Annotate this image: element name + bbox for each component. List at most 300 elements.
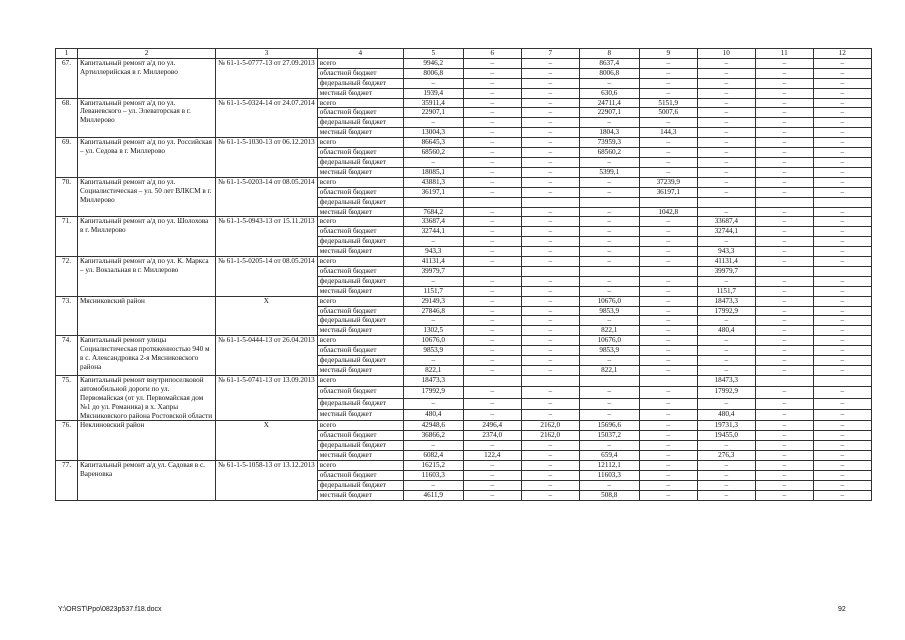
amount-cell: –	[813, 480, 871, 490]
budget-source: местный бюджет	[317, 366, 403, 376]
amount-cell: –	[813, 326, 871, 336]
amount-cell: –	[755, 237, 813, 247]
amount-cell: –	[579, 177, 639, 187]
amount-cell: –	[639, 470, 697, 480]
amount-cell: –	[755, 187, 813, 197]
amount-cell: –	[463, 118, 521, 128]
amount-cell: 276,3	[697, 451, 755, 461]
table-row	[56, 375, 872, 386]
amount-cell: –	[755, 336, 813, 346]
item-name: Капитальный ремонт улицы Социалистическая протяженностью 940 м в с. Александровка 2-я Мясниковского района	[78, 336, 216, 376]
budget-source: федеральный бюджет	[317, 316, 403, 326]
project-ref: № 61-1-5-0777-13 от 27.09.2013	[216, 58, 318, 98]
amount-cell: –	[403, 441, 463, 451]
amount-cell: –	[579, 441, 639, 451]
amount-cell: 35911,4	[403, 98, 463, 108]
amount-cell: –	[755, 128, 813, 138]
amount-cell: –	[697, 398, 755, 409]
budget-source: всего	[317, 98, 403, 108]
amount-cell: –	[697, 207, 755, 217]
amount-cell: 8006,8	[403, 68, 463, 78]
amount-cell: –	[521, 336, 579, 346]
amount-cell: –	[639, 336, 697, 346]
amount-cell: –	[463, 58, 521, 68]
amount-cell: –	[813, 296, 871, 306]
amount-cell: –	[579, 316, 639, 326]
amount-cell: 5007,6	[639, 108, 697, 118]
amount-cell: –	[463, 128, 521, 138]
amount-cell: –	[639, 316, 697, 326]
amount-cell: –	[755, 157, 813, 167]
amount-cell: 508,8	[579, 490, 639, 500]
table-row	[56, 217, 872, 227]
amount-cell: 1151,7	[697, 286, 755, 296]
budget-source: всего	[317, 217, 403, 227]
amount-cell: –	[521, 217, 579, 227]
amount-cell: –	[579, 207, 639, 217]
table-row	[56, 177, 872, 187]
amount-cell: –	[463, 470, 521, 480]
amount-cell: 27846,8	[403, 306, 463, 316]
amount-cell: 10676,0	[579, 336, 639, 346]
amount-cell: 122,4	[463, 451, 521, 461]
amount-cell: –	[697, 366, 755, 376]
amount-cell	[463, 266, 521, 276]
amount-cell: –	[521, 296, 579, 306]
amount-cell: 822,1	[579, 326, 639, 336]
amount-cell: –	[697, 68, 755, 78]
amount-cell: –	[755, 88, 813, 98]
amount-cell	[463, 197, 521, 207]
item-number: 69.	[56, 138, 78, 178]
column-header: 3	[216, 49, 318, 59]
amount-cell: 24711,4	[579, 98, 639, 108]
amount-cell: –	[521, 148, 579, 158]
amount-cell: –	[463, 157, 521, 167]
amount-cell: 480,4	[403, 410, 463, 421]
amount-cell: –	[463, 410, 521, 421]
item-name: Капитальный ремонт а/д по ул. Артиллерийская в г. Миллерово	[78, 58, 216, 98]
amount-cell: –	[463, 257, 521, 267]
amount-cell: –	[463, 480, 521, 490]
amount-cell: –	[521, 441, 579, 451]
amount-cell: –	[755, 58, 813, 68]
amount-cell: –	[463, 227, 521, 237]
budget-table	[55, 48, 872, 501]
amount-cell	[639, 266, 697, 276]
amount-cell: –	[403, 356, 463, 366]
amount-cell: –	[813, 237, 871, 247]
amount-cell	[579, 197, 639, 207]
header-row	[56, 49, 872, 59]
amount-cell: 19731,3	[697, 421, 755, 431]
amount-cell: 15696,6	[579, 421, 639, 431]
amount-cell	[639, 375, 697, 386]
column-header: 8	[579, 49, 639, 59]
item-name: Капитальный ремонт а/д по ул. Социалистическая – ул. 50 лет ВЛКСМ в г. Миллерово	[78, 177, 216, 217]
amount-cell	[521, 375, 579, 386]
amount-cell: –	[463, 217, 521, 227]
amount-cell: –	[463, 306, 521, 316]
amount-cell: 17992,9	[697, 387, 755, 398]
amount-cell: –	[639, 421, 697, 431]
project-ref: № 61-1-5-0324-14 от 24.07.2014	[216, 98, 318, 138]
amount-cell: 18473,3	[697, 375, 755, 386]
amount-cell: 4611,9	[403, 490, 463, 500]
budget-source: всего	[317, 257, 403, 267]
amount-cell: 5399,1	[579, 167, 639, 177]
amount-cell: –	[639, 431, 697, 441]
amount-cell: –	[521, 410, 579, 421]
amount-cell: –	[463, 356, 521, 366]
amount-cell: 11603,3	[403, 470, 463, 480]
amount-cell	[755, 375, 813, 386]
amount-cell: –	[521, 398, 579, 409]
item-number: 73.	[56, 296, 78, 336]
budget-source: областной бюджет	[317, 227, 403, 237]
amount-cell: –	[697, 237, 755, 247]
amount-cell: –	[463, 490, 521, 500]
budget-source: областной бюджет	[317, 387, 403, 398]
amount-cell: –	[697, 441, 755, 451]
amount-cell: 9946,2	[403, 58, 463, 68]
amount-cell: –	[813, 398, 871, 409]
column-header: 1	[56, 49, 78, 59]
amount-cell: –	[813, 346, 871, 356]
amount-cell: –	[755, 276, 813, 286]
amount-cell: 33687,4	[403, 217, 463, 227]
amount-cell: –	[755, 78, 813, 88]
amount-cell: –	[463, 316, 521, 326]
budget-source: местный бюджет	[317, 286, 403, 296]
amount-cell: 68560,2	[579, 148, 639, 158]
amount-cell: 659,4	[579, 451, 639, 461]
amount-cell: –	[639, 387, 697, 398]
project-ref: Х	[216, 296, 318, 336]
amount-cell: –	[639, 441, 697, 451]
column-header: 12	[813, 49, 871, 59]
amount-cell: –	[463, 148, 521, 158]
budget-source: местный бюджет	[317, 490, 403, 500]
column-header: 5	[403, 49, 463, 59]
amount-cell: –	[579, 187, 639, 197]
budget-source: федеральный бюджет	[317, 197, 403, 207]
amount-cell: –	[521, 237, 579, 247]
amount-cell: –	[463, 441, 521, 451]
budget-source: местный бюджет	[317, 247, 403, 257]
amount-cell: –	[521, 316, 579, 326]
amount-cell: –	[755, 306, 813, 316]
amount-cell: –	[755, 410, 813, 421]
amount-cell: –	[697, 148, 755, 158]
amount-cell: –	[697, 138, 755, 148]
amount-cell: –	[755, 98, 813, 108]
amount-cell: 480,4	[697, 410, 755, 421]
amount-cell: –	[463, 461, 521, 471]
column-header: 6	[463, 49, 521, 59]
budget-source: областной бюджет	[317, 470, 403, 480]
amount-cell: 29149,3	[403, 296, 463, 306]
amount-cell: –	[813, 247, 871, 257]
amount-cell: –	[639, 88, 697, 98]
amount-cell: –	[755, 167, 813, 177]
amount-cell: –	[521, 177, 579, 187]
amount-cell: 16215,2	[403, 461, 463, 471]
amount-cell: –	[813, 276, 871, 286]
amount-cell: –	[639, 366, 697, 376]
amount-cell: –	[463, 346, 521, 356]
budget-source: федеральный бюджет	[317, 118, 403, 128]
amount-cell: –	[521, 276, 579, 286]
amount-cell: –	[579, 480, 639, 490]
amount-cell: –	[755, 387, 813, 398]
amount-cell: –	[521, 286, 579, 296]
project-ref: № 61-1-5-1030-13 от 06.12.2013	[216, 138, 318, 178]
amount-cell: –	[813, 410, 871, 421]
table-row	[56, 421, 872, 431]
amount-cell: –	[521, 490, 579, 500]
amount-cell: –	[755, 441, 813, 451]
amount-cell: –	[755, 366, 813, 376]
amount-cell: 32744,1	[697, 227, 755, 237]
project-ref: № 61-1-5-0205-14 от 08.05.2014	[216, 257, 318, 297]
amount-cell: 12112,1	[579, 461, 639, 471]
amount-cell: –	[463, 336, 521, 346]
amount-cell: –	[755, 296, 813, 306]
amount-cell: –	[813, 207, 871, 217]
amount-cell: –	[813, 227, 871, 237]
budget-source: местный бюджет	[317, 207, 403, 217]
item-name: Неклиновский район	[78, 421, 216, 461]
budget-source: всего	[317, 177, 403, 187]
item-name: Капитальный ремонт а/д по ул. К. Маркса – ул. Вокзальная в г. Миллерово	[78, 257, 216, 297]
amount-cell: –	[639, 286, 697, 296]
amount-cell: –	[639, 118, 697, 128]
amount-cell: –	[639, 68, 697, 78]
amount-cell: –	[639, 410, 697, 421]
amount-cell: 8006,8	[579, 68, 639, 78]
amount-cell: –	[813, 187, 871, 197]
amount-cell: –	[463, 207, 521, 217]
amount-cell: –	[755, 68, 813, 78]
amount-cell	[639, 197, 697, 207]
column-header: 10	[697, 49, 755, 59]
amount-cell: –	[755, 177, 813, 187]
amount-cell: –	[639, 247, 697, 257]
budget-source: областной бюджет	[317, 306, 403, 316]
amount-cell: –	[755, 346, 813, 356]
budget-source: областной бюджет	[317, 108, 403, 118]
amount-cell	[755, 197, 813, 207]
amount-cell: –	[813, 78, 871, 88]
amount-cell: 13004,3	[403, 128, 463, 138]
amount-cell: 8637,4	[579, 58, 639, 68]
amount-cell: –	[813, 157, 871, 167]
amount-cell: –	[813, 336, 871, 346]
budget-source: всего	[317, 138, 403, 148]
amount-cell: –	[813, 441, 871, 451]
amount-cell: –	[521, 68, 579, 78]
column-header: 2	[78, 49, 216, 59]
amount-cell: –	[813, 108, 871, 118]
amount-cell: –	[521, 470, 579, 480]
amount-cell: –	[521, 366, 579, 376]
amount-cell: –	[403, 157, 463, 167]
table-row	[56, 98, 872, 108]
amount-cell: –	[521, 187, 579, 197]
table-row	[56, 296, 872, 306]
amount-cell: 22907,1	[403, 108, 463, 118]
amount-cell: –	[755, 356, 813, 366]
amount-cell: –	[521, 227, 579, 237]
amount-cell: 822,1	[579, 366, 639, 376]
amount-cell: 39979,7	[403, 266, 463, 276]
amount-cell: –	[813, 257, 871, 267]
amount-cell: –	[813, 138, 871, 148]
amount-cell: –	[521, 98, 579, 108]
amount-cell: –	[697, 480, 755, 490]
amount-cell	[463, 375, 521, 386]
amount-cell: 17992,9	[697, 306, 755, 316]
item-name: Капитальный ремонт а/д ул. Садовая в с. Вареновка	[78, 461, 216, 501]
amount-cell: –	[521, 356, 579, 366]
amount-cell	[813, 375, 871, 386]
amount-cell: –	[579, 157, 639, 167]
amount-cell: –	[579, 118, 639, 128]
amount-cell: 9853,9	[403, 346, 463, 356]
amount-cell: –	[697, 276, 755, 286]
budget-source: федеральный бюджет	[317, 276, 403, 286]
amount-cell: 9853,9	[579, 306, 639, 316]
amount-cell: –	[639, 398, 697, 409]
amount-cell: –	[521, 157, 579, 167]
project-ref: № 61-1-5-0741-13 от 13.09.2013	[216, 375, 318, 421]
amount-cell: 86645,3	[403, 138, 463, 148]
budget-source: местный бюджет	[317, 451, 403, 461]
amount-cell: –	[639, 490, 697, 500]
amount-cell: –	[697, 88, 755, 98]
amount-cell: –	[813, 461, 871, 471]
amount-cell: –	[697, 78, 755, 88]
column-header: 4	[317, 49, 403, 59]
amount-cell: 18473,3	[403, 375, 463, 386]
item-name: Капитальный ремонт а/д по ул. Российская – ул. Седова в г. Миллерово	[78, 138, 216, 178]
amount-cell: –	[639, 326, 697, 336]
amount-cell: –	[639, 227, 697, 237]
amount-cell: –	[813, 88, 871, 98]
amount-cell: –	[813, 470, 871, 480]
amount-cell: 19455,0	[697, 431, 755, 441]
amount-cell: –	[639, 138, 697, 148]
amount-cell: –	[521, 461, 579, 471]
budget-source: всего	[317, 375, 403, 386]
amount-cell	[813, 197, 871, 207]
amount-cell: 822,1	[403, 366, 463, 376]
amount-cell: –	[463, 387, 521, 398]
amount-cell: –	[579, 257, 639, 267]
amount-cell: –	[755, 480, 813, 490]
amount-cell: –	[463, 98, 521, 108]
amount-cell: –	[463, 68, 521, 78]
amount-cell: –	[697, 461, 755, 471]
amount-cell: –	[403, 276, 463, 286]
amount-cell: –	[521, 346, 579, 356]
amount-cell: –	[463, 187, 521, 197]
amount-cell: 943,3	[403, 247, 463, 257]
amount-cell: –	[813, 306, 871, 316]
amount-cell: –	[639, 451, 697, 461]
amount-cell: –	[755, 247, 813, 257]
amount-cell: –	[521, 207, 579, 217]
amount-cell: –	[755, 217, 813, 227]
budget-source: местный бюджет	[317, 128, 403, 138]
amount-cell: 36197,1	[403, 187, 463, 197]
amount-cell: –	[463, 88, 521, 98]
amount-cell: –	[639, 257, 697, 267]
amount-cell: –	[579, 387, 639, 398]
amount-cell: –	[403, 237, 463, 247]
budget-source: всего	[317, 296, 403, 306]
amount-cell: 10676,0	[403, 336, 463, 346]
budget-source: федеральный бюджет	[317, 356, 403, 366]
amount-cell: 33687,4	[697, 217, 755, 227]
amount-cell: –	[639, 306, 697, 316]
project-ref: № 61-1-5-0444-13 от 26.04.2013	[216, 336, 318, 376]
amount-cell: –	[521, 108, 579, 118]
amount-cell: –	[579, 356, 639, 366]
amount-cell: –	[755, 227, 813, 237]
column-header: 11	[755, 49, 813, 59]
amount-cell: 68560,2	[403, 148, 463, 158]
amount-cell: 43881,3	[403, 177, 463, 187]
amount-cell: –	[521, 128, 579, 138]
amount-cell: –	[403, 316, 463, 326]
amount-cell: –	[579, 398, 639, 409]
budget-source: областной бюджет	[317, 346, 403, 356]
amount-cell: –	[813, 286, 871, 296]
item-number: 75.	[56, 375, 78, 421]
amount-cell: –	[463, 78, 521, 88]
page-number: 92	[838, 606, 846, 613]
item-number: 70.	[56, 177, 78, 217]
amount-cell: –	[755, 461, 813, 471]
budget-source: всего	[317, 421, 403, 431]
amount-cell: –	[521, 138, 579, 148]
amount-cell: –	[697, 118, 755, 128]
amount-cell: –	[755, 257, 813, 267]
footer-file-path: Y:\ORST\Ppo\0823p537.f18.docx	[58, 606, 162, 613]
amount-cell: –	[813, 118, 871, 128]
amount-cell: –	[639, 78, 697, 88]
item-number: 71.	[56, 217, 78, 257]
project-ref: № 61-1-5-1058-13 от 13.12.2013	[216, 461, 318, 501]
budget-source: местный бюджет	[317, 410, 403, 421]
amount-cell: –	[579, 237, 639, 247]
amount-cell: –	[813, 387, 871, 398]
amount-cell: –	[579, 247, 639, 257]
amount-cell: –	[639, 276, 697, 286]
amount-cell: –	[639, 148, 697, 158]
amount-cell: 1302,5	[403, 326, 463, 336]
amount-cell: 630,6	[579, 88, 639, 98]
amount-cell: 9853,9	[579, 346, 639, 356]
column-header: 9	[639, 49, 697, 59]
amount-cell: 5151,9	[639, 98, 697, 108]
amount-cell: –	[579, 227, 639, 237]
amount-cell	[813, 266, 871, 276]
amount-cell: –	[639, 346, 697, 356]
amount-cell: –	[755, 286, 813, 296]
